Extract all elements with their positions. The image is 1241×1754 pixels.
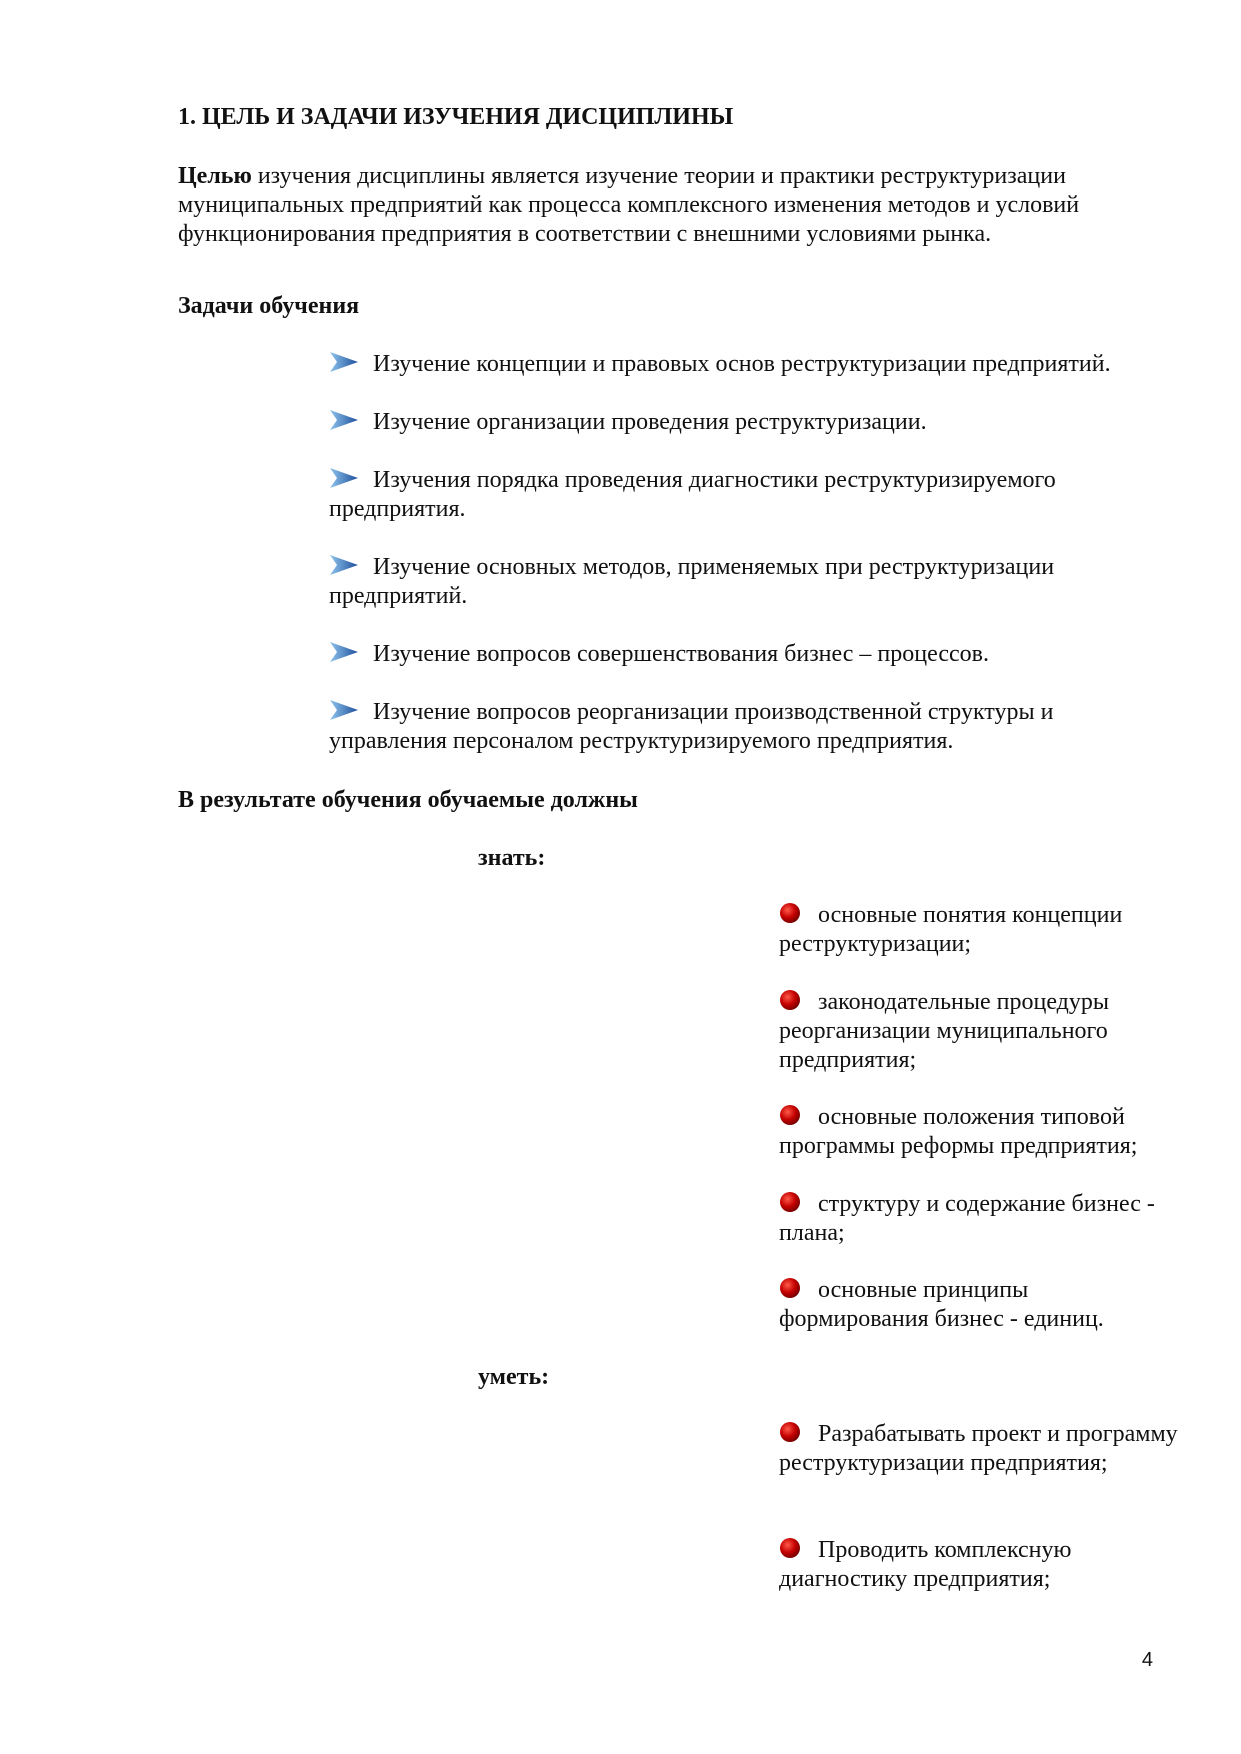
know-text: основные положения типовой программы реформы предприятия; <box>779 1104 1138 1159</box>
results-heading: В результате обучения обучаемые должны <box>178 787 638 813</box>
know-item <box>779 1103 1179 1161</box>
task-text: Изучение вопросов реорганизации производственной структуры и управления персоналом реструктуризируемого предприятия. <box>329 699 1054 754</box>
task-text: Изучения порядка проведения диагностики реструктуризируемого предприятия. <box>329 467 1056 522</box>
red-ball-bullet-icon <box>779 989 801 1011</box>
goal-paragraph <box>178 162 1178 249</box>
red-ball-bullet-icon <box>779 1537 801 1559</box>
red-ball-bullet-icon <box>779 1104 801 1126</box>
task-text: Изучение организации проведения реструктуризации. <box>373 409 927 435</box>
know-text: законодательные процедуры реорганизации муниципального предприятия; <box>779 989 1110 1073</box>
arrow-bullet-icon <box>329 553 359 577</box>
goal-text: изучения дисциплины является изучение теории и практики реструктуризации муниципальных предприятий как процесса комплексного изменения методов и условий функционирования предприятия в соответствии с внешними условиями рынка. <box>178 163 1080 247</box>
can-item <box>779 1536 1179 1594</box>
goal-lead: Целью <box>178 163 252 189</box>
can-label: уметь: <box>478 1364 550 1390</box>
arrow-bullet-icon <box>329 350 359 374</box>
know-item <box>779 1276 1179 1334</box>
can-item <box>779 1420 1179 1478</box>
know-item <box>779 901 1179 959</box>
can-text: Проводить комплексную диагностику предприятия; <box>779 1537 1072 1592</box>
task-text: Изучение вопросов совершенствования бизнес – процессов. <box>373 641 989 667</box>
task-item <box>329 640 1159 669</box>
task-text: Изучение концепции и правовых основ реструктуризации предприятий. <box>373 351 1111 377</box>
can-text: Разрабатывать проект и программу реструктуризации предприятия; <box>779 1421 1178 1476</box>
red-ball-bullet-icon <box>779 1191 801 1213</box>
task-item <box>329 350 1159 379</box>
task-text: Изучение основных методов, применяемых при реструктуризации предприятий. <box>329 554 1055 609</box>
red-ball-bullet-icon <box>779 1277 801 1299</box>
section-title: 1. ЦЕЛЬ И ЗАДАЧИ ИЗУЧЕНИЯ ДИСЦИПЛИНЫ <box>178 104 734 130</box>
arrow-bullet-icon <box>329 698 359 722</box>
red-ball-bullet-icon <box>779 1421 801 1443</box>
know-text: основные принципы формирования бизнес - единиц. <box>779 1277 1104 1332</box>
tasks-heading: Задачи обучения <box>178 293 360 319</box>
task-item <box>329 408 1159 437</box>
task-item <box>329 698 1159 756</box>
know-item <box>779 1190 1179 1248</box>
arrow-bullet-icon <box>329 466 359 490</box>
know-label: знать: <box>478 845 546 871</box>
arrow-bullet-icon <box>329 408 359 432</box>
know-text: структуру и содержание бизнес - плана; <box>779 1191 1155 1246</box>
task-item <box>329 553 1159 611</box>
task-item <box>329 466 1159 524</box>
page-number: 4 <box>1141 1649 1153 1671</box>
arrow-bullet-icon <box>329 640 359 664</box>
know-text: основные понятия концепции реструктуризации; <box>779 902 1123 957</box>
know-item <box>779 988 1179 1075</box>
red-ball-bullet-icon <box>779 902 801 924</box>
